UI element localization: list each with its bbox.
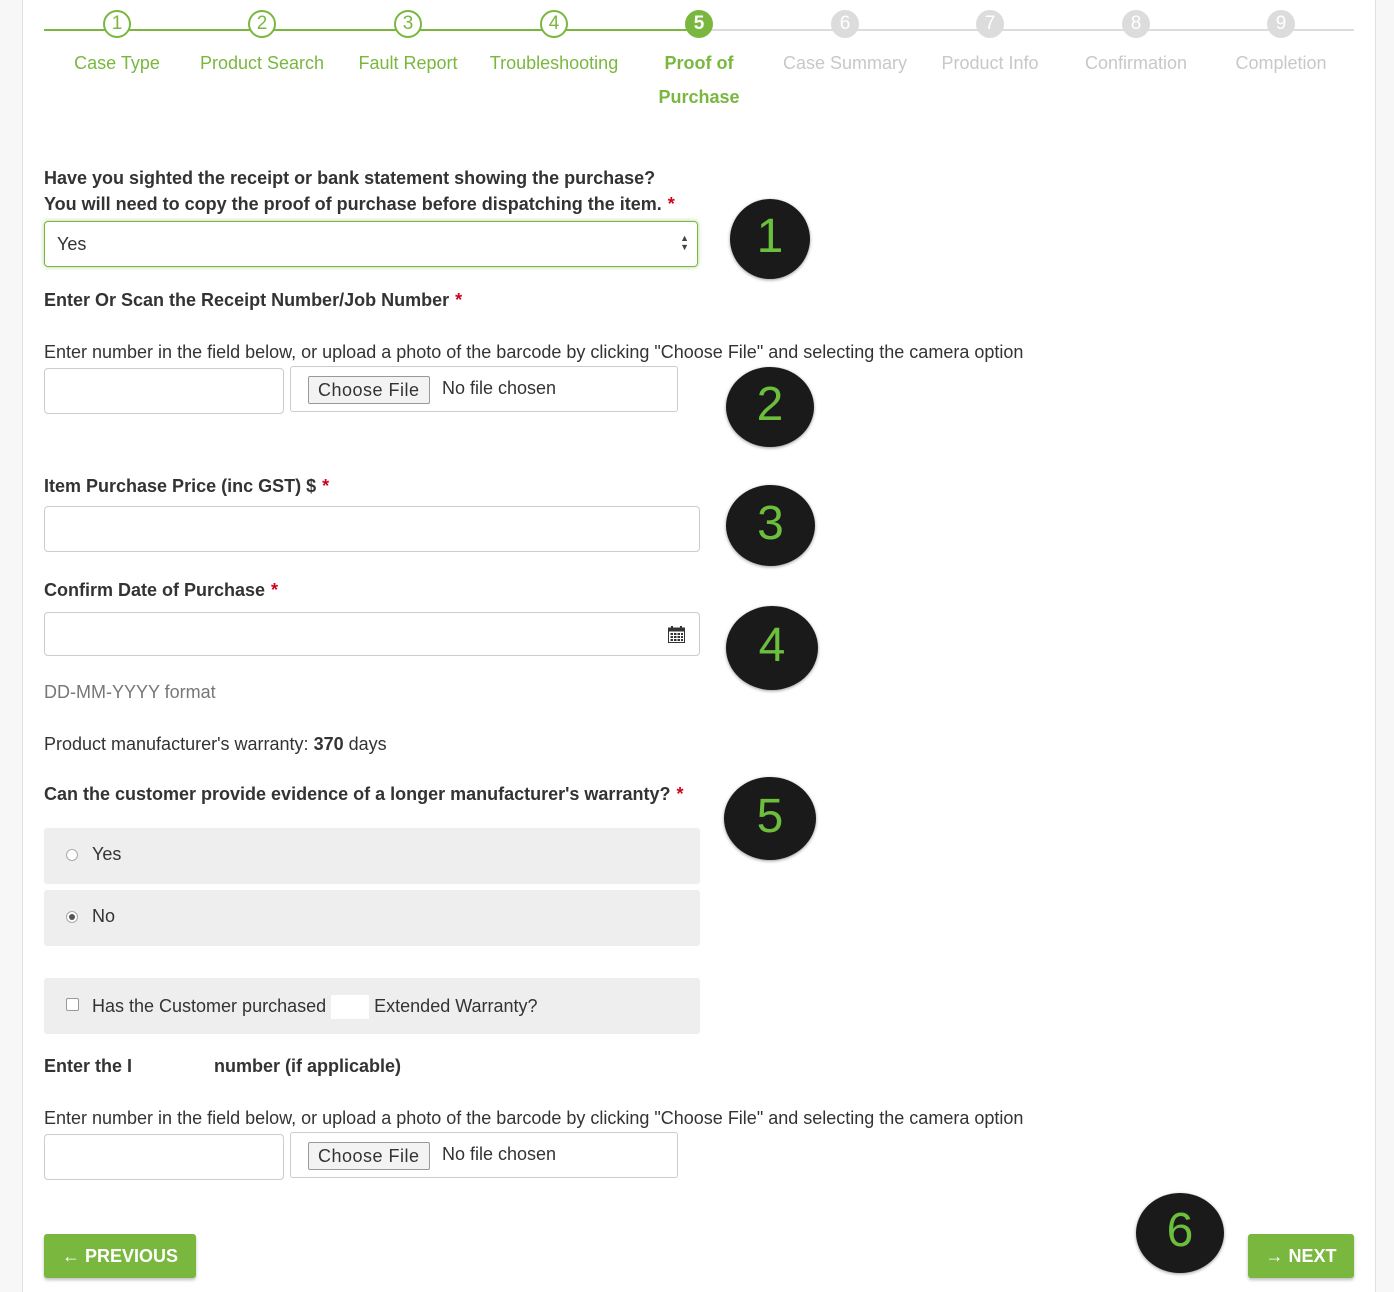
annotation-badge-2: 2 xyxy=(726,367,814,447)
extended-warranty-label-start: Has the Customer purchased xyxy=(92,995,327,1016)
question-line2: You will need to copy the proof of purchase before dispatching the item. xyxy=(44,194,662,214)
purchase-price-label-text: Item Purchase Price (inc GST) $ xyxy=(44,476,317,496)
step-confirmation xyxy=(1066,10,1206,80)
step-number: 7 xyxy=(976,10,1004,38)
previous-button-label: PREVIOUS xyxy=(84,1246,179,1266)
step-label-line2: Purchase xyxy=(658,87,740,107)
annotation-badge-3: 3 xyxy=(726,485,815,566)
step-label xyxy=(629,46,769,114)
step-label: Case Summary xyxy=(782,53,908,73)
step-number: 8 xyxy=(1122,10,1150,38)
required-marker: * xyxy=(455,290,463,310)
question-line1: Have you sighted the receipt or bank statement showing the purchase? xyxy=(44,168,656,188)
warranty-number-input[interactable] xyxy=(44,1134,284,1180)
next-button-label: NEXT xyxy=(1288,1246,1337,1266)
receipt-sighted-question xyxy=(44,165,675,217)
annotation-badge-5: 5 xyxy=(724,777,816,860)
warranty-prefix: Product manufacturer's warranty: xyxy=(44,734,309,754)
radio-button-no[interactable] xyxy=(66,911,78,923)
extended-warranty-number-label xyxy=(44,1056,401,1077)
receipt-number-label-text: Enter Or Scan the Receipt Number/Job Number xyxy=(44,290,450,310)
receipt-file-upload[interactable] xyxy=(290,366,678,412)
redacted-region xyxy=(331,995,369,1019)
step-case-summary xyxy=(775,10,915,80)
step-number: 9 xyxy=(1267,10,1295,38)
step-label: Troubleshooting xyxy=(489,53,619,73)
purchase-date-input[interactable] xyxy=(44,612,700,656)
warranty-number-label-end: number (if applicable) xyxy=(214,1056,402,1076)
step-number: 5 xyxy=(685,10,713,38)
step-number: 6 xyxy=(831,10,859,38)
extended-warranty-label xyxy=(92,995,538,1019)
purchase-price-label xyxy=(44,476,329,497)
file-status-text: No file chosen xyxy=(442,378,557,398)
warranty-suffix: days xyxy=(348,734,387,754)
purchase-date-label xyxy=(44,580,278,601)
step-label: Completion xyxy=(1235,53,1327,73)
step-label: Product Search xyxy=(199,53,325,73)
longer-warranty-question-text: Can the customer provide evidence of a longer manufacturer's warranty? xyxy=(44,784,671,804)
annotation-badge-4: 4 xyxy=(726,606,818,690)
step-label: Confirmation xyxy=(1084,53,1188,73)
arrow-right-icon: → xyxy=(1265,1246,1284,1266)
date-format-hint: DD-MM-YYYY format xyxy=(44,682,216,702)
step-fault-report[interactable] xyxy=(338,10,478,80)
purchase-date-label-text: Confirm Date of Purchase xyxy=(44,580,266,600)
manufacturer-warranty-text xyxy=(44,734,387,755)
step-label: Case Type xyxy=(74,53,160,73)
extended-warranty-checkbox[interactable] xyxy=(66,998,79,1011)
file-status-text: No file chosen xyxy=(442,1144,557,1164)
step-number: 3 xyxy=(394,10,422,38)
choose-file-button[interactable]: Choose File xyxy=(308,376,430,404)
required-marker: * xyxy=(667,194,675,214)
extended-warranty-label-end: Extended Warranty? xyxy=(374,995,538,1016)
warranty-number-label-start: Enter the I xyxy=(44,1056,133,1076)
step-product-search[interactable] xyxy=(192,10,332,80)
select-arrows-icon: ▲ ▼ xyxy=(680,233,689,252)
scan-help-text: Enter number in the field below, or upload a photo of the barcode by clicking "Choose File" and selecting the camera option xyxy=(44,342,1024,362)
purchase-price-input[interactable] xyxy=(44,506,700,552)
warranty-file-upload[interactable] xyxy=(290,1132,678,1178)
previous-button[interactable] xyxy=(44,1234,196,1278)
extended-warranty-checkbox-row[interactable] xyxy=(44,978,700,1034)
arrow-left-icon: ← xyxy=(61,1246,80,1266)
step-number: 4 xyxy=(540,10,568,38)
radio-label-no: No xyxy=(92,906,116,926)
required-marker: * xyxy=(271,580,279,600)
choose-file-button[interactable]: Choose File xyxy=(308,1142,430,1170)
step-label: Product Info xyxy=(941,53,1039,73)
step-label-line1: Proof of xyxy=(664,53,734,73)
step-number: 1 xyxy=(103,10,131,38)
longer-warranty-question xyxy=(44,784,683,805)
radio-label-yes: Yes xyxy=(92,844,122,864)
receipt-number-input[interactable] xyxy=(44,368,284,414)
scan-help-text-2: Enter number in the field below, or upload a photo of the barcode by clicking "Choose File" and selecting the camera option xyxy=(44,1108,1024,1128)
longer-warranty-no-option[interactable] xyxy=(44,890,700,946)
step-product-info xyxy=(920,10,1060,80)
step-case-type[interactable] xyxy=(47,10,187,80)
step-proof-of-purchase[interactable] xyxy=(629,10,769,114)
redacted-region xyxy=(132,1057,214,1077)
receipt-number-label xyxy=(44,290,462,311)
required-marker: * xyxy=(322,476,330,496)
annotation-badge-6: 6 xyxy=(1136,1193,1224,1273)
radio-button-yes[interactable] xyxy=(66,849,78,861)
receipt-sighted-select[interactable] xyxy=(44,221,698,267)
warranty-days-value: 370 xyxy=(313,734,344,754)
longer-warranty-yes-option[interactable] xyxy=(44,828,700,884)
next-button[interactable] xyxy=(1248,1234,1354,1278)
step-label: Fault Report xyxy=(358,53,458,73)
required-marker: * xyxy=(676,784,684,804)
calendar-icon[interactable] xyxy=(668,626,685,643)
step-troubleshooting[interactable] xyxy=(484,10,624,80)
step-completion xyxy=(1211,10,1351,80)
step-number: 2 xyxy=(248,10,276,38)
select-value: Yes xyxy=(57,234,87,254)
annotation-badge-1: 1 xyxy=(730,199,810,279)
